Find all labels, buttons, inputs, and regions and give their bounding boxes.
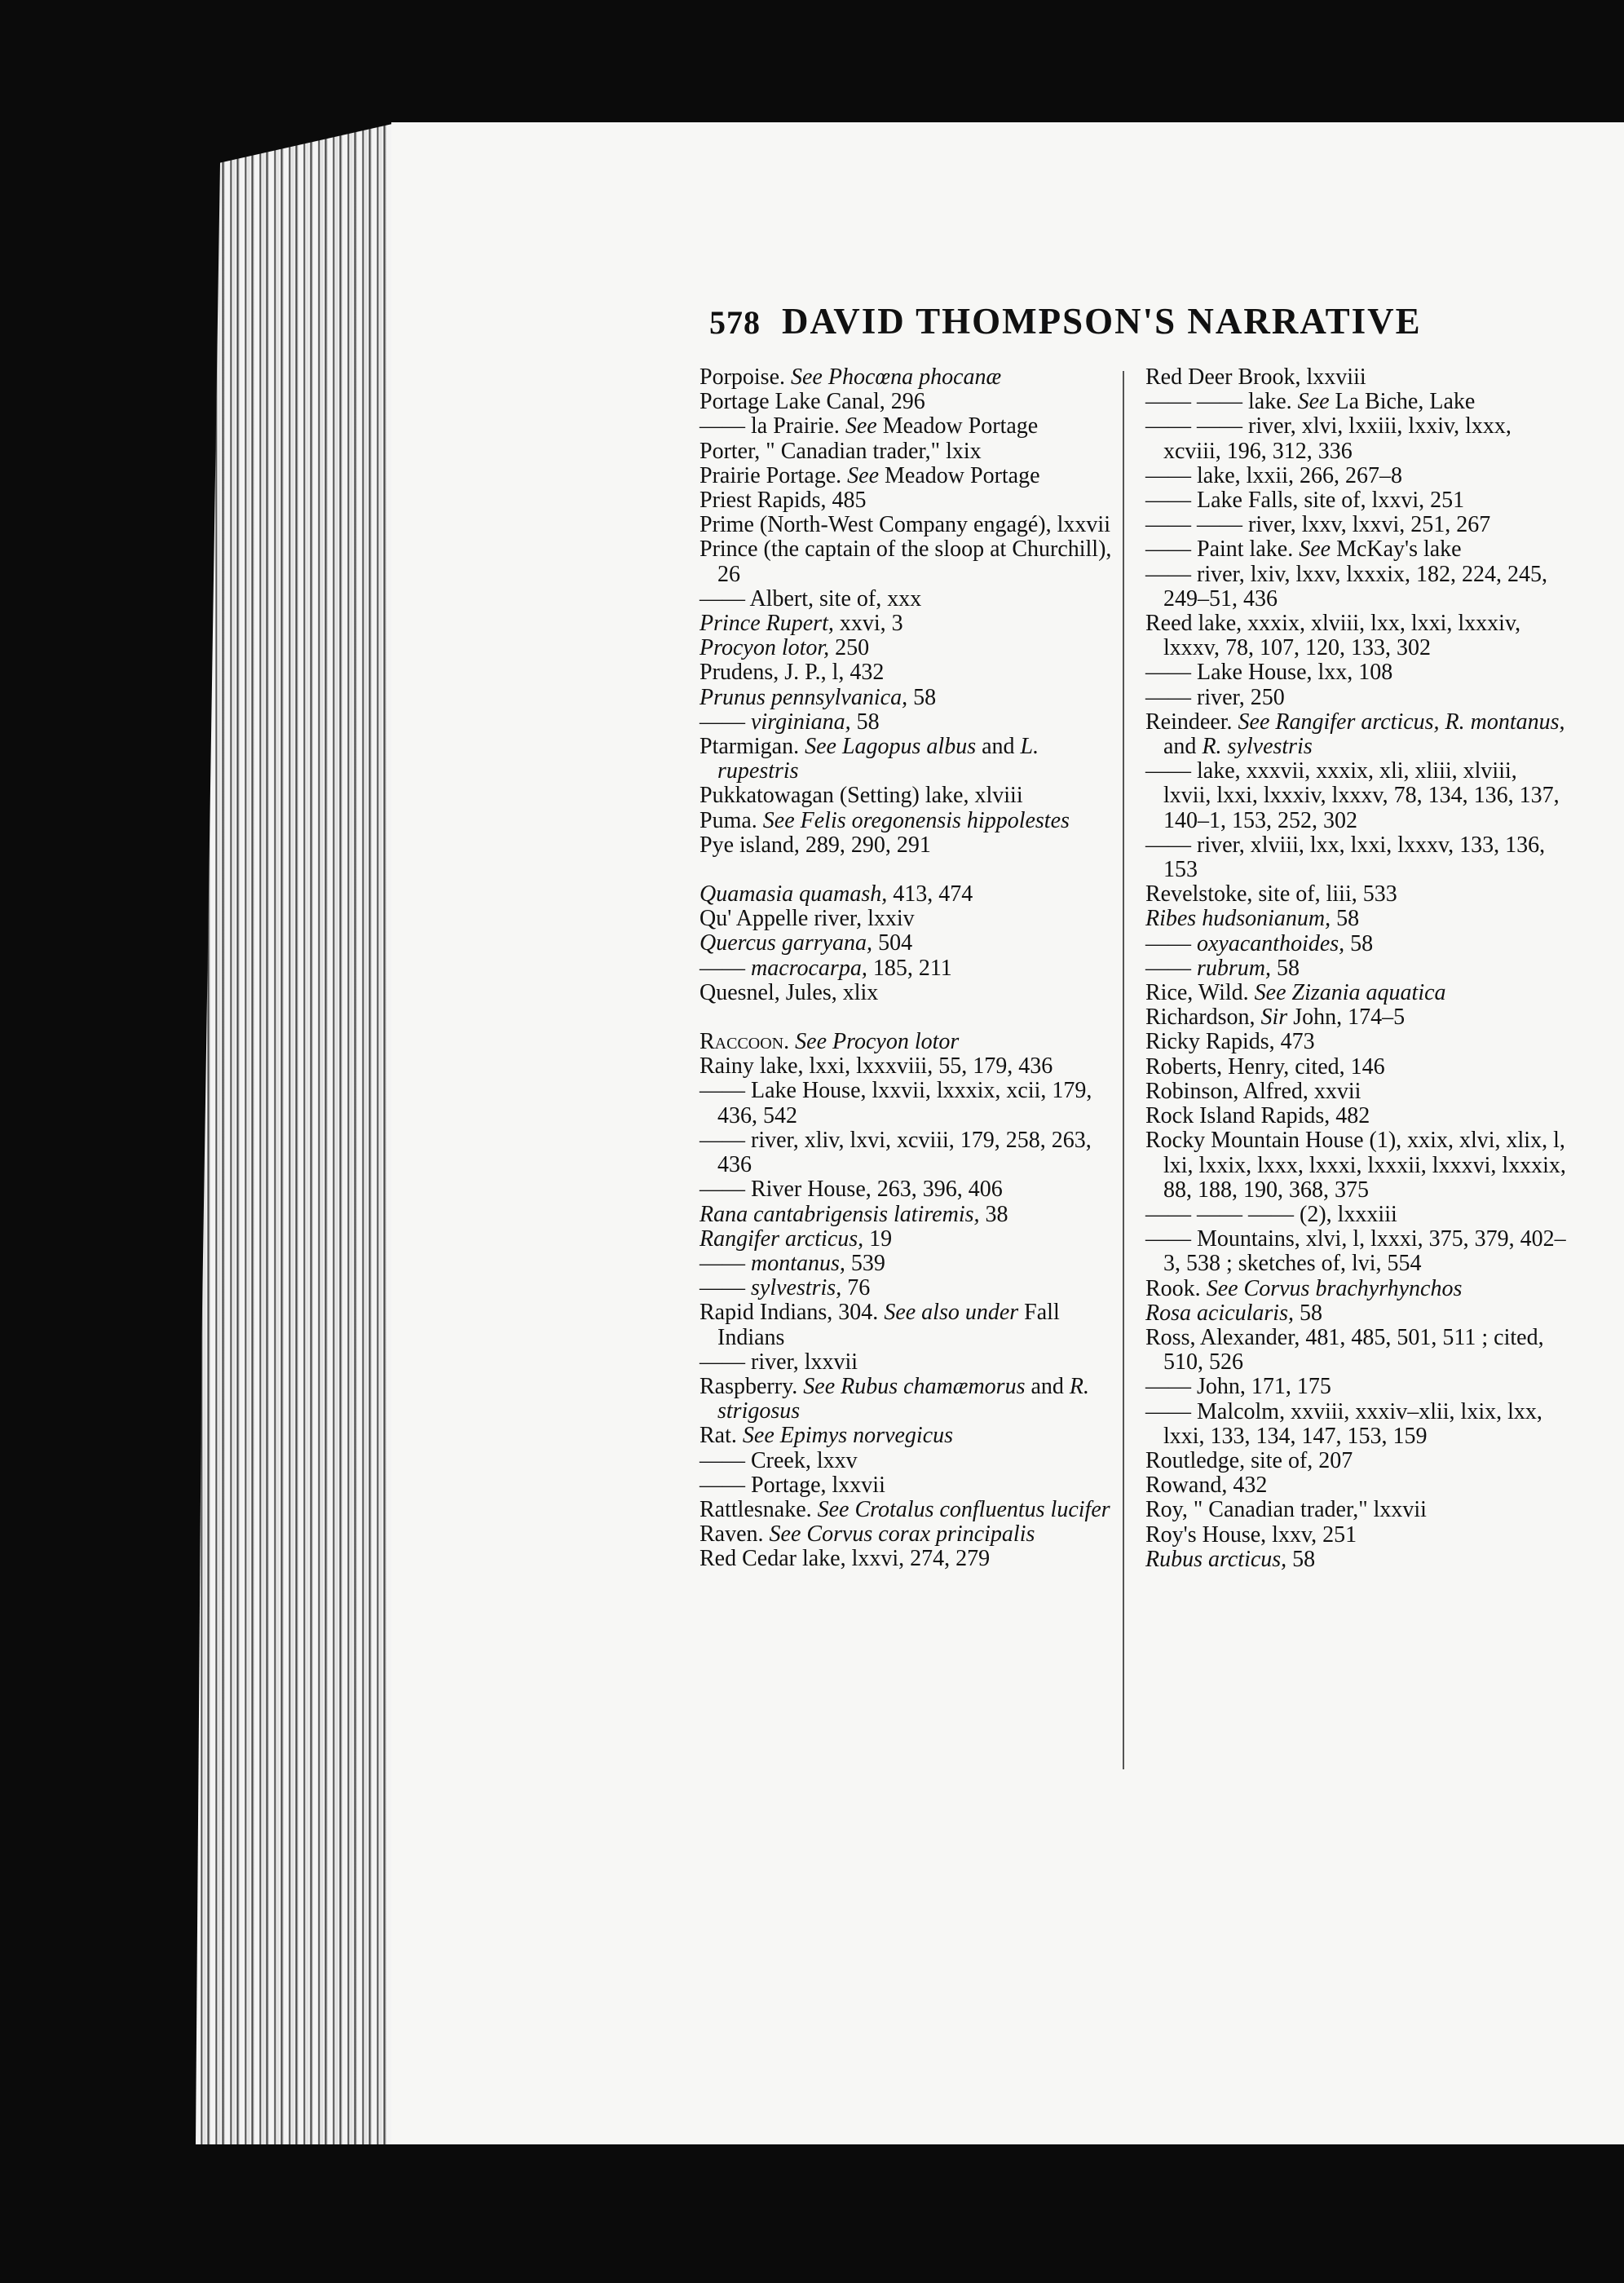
entry-text: Rattlesnake. <box>699 1496 818 1522</box>
entry-text: —— <box>699 1275 751 1301</box>
index-entry <box>1145 1449 1569 1473</box>
index-entry <box>1145 660 1569 685</box>
index-entry <box>699 1054 1123 1079</box>
entry-text: Revelstoke, site of, liii, 533 <box>1145 881 1397 907</box>
index-entry <box>699 1350 1123 1375</box>
index-entry <box>699 1252 1123 1276</box>
index-entry <box>699 1203 1123 1227</box>
entry-text: Sir <box>1260 1005 1288 1031</box>
index-entry <box>1145 686 1569 710</box>
entry-text: Meadow Portage <box>879 462 1040 488</box>
index-entry <box>1145 563 1569 612</box>
column-rule <box>1123 371 1124 1769</box>
entry-text: L. rupestris <box>717 734 1039 784</box>
entry-text: Reed lake, xxxix, xlviii, lxx, lxxi, lxxxiv, lxxxv, 78, 107, 120, 133, 302 <box>1145 611 1521 661</box>
entry-text: Prudens, J. P., l, 432 <box>699 660 885 686</box>
entry-text: Fall Indians <box>717 1300 1060 1350</box>
index-entry <box>699 1522 1123 1547</box>
index-entry <box>1145 1104 1569 1128</box>
entry-text: La Biche, Lake <box>1329 389 1476 415</box>
entry-text: Rock Island Rapids, 482 <box>1145 1103 1370 1129</box>
entry-text: macrocarpa, <box>751 955 867 981</box>
entry-text: See Crotalus confluentus lucifer <box>817 1496 1110 1522</box>
entry-text: John, 174–5 <box>1287 1005 1406 1031</box>
index-entry <box>699 833 1123 858</box>
entry-text: See Felis oregonensis hippolestes <box>762 807 1070 833</box>
entry-text: See Rubus chamæmorus <box>803 1373 1026 1399</box>
entry-text: —— John, 171, 175 <box>1145 1374 1331 1400</box>
index-entry <box>1145 1030 1569 1054</box>
entry-text: 250 <box>829 635 870 661</box>
entry-text: and <box>976 734 1021 760</box>
index-entry <box>1145 1128 1569 1203</box>
entry-text: Rubus arcticus, <box>1145 1546 1287 1572</box>
index-entry <box>699 464 1123 488</box>
entry-text: See Zizania aquatica <box>1254 980 1446 1006</box>
entry-text: See Epimys norvegicus <box>742 1423 954 1449</box>
index-entry <box>699 686 1123 710</box>
page-edge <box>196 122 399 2144</box>
entry-text: —— Portage, lxxvii <box>699 1472 885 1498</box>
entry-text: —— lake, lxxii, 266, 267–8 <box>1145 462 1402 488</box>
index-entry <box>1145 759 1569 833</box>
entry-text: Red Cedar lake, lxxvi, 274, 279 <box>699 1546 991 1572</box>
index-entry <box>699 439 1123 464</box>
index-entry <box>1145 1326 1569 1375</box>
entry-text: —— Malcolm, xxviii, xxxiv–xlii, lxix, lxx, lxxi, 133, 134, 147, 153, 159 <box>1145 1398 1542 1449</box>
entry-text: Rainy lake, lxxi, lxxxviii, 55, 179, 436 <box>699 1053 1053 1080</box>
index-entry <box>699 1177 1123 1202</box>
index-entry <box>1145 1080 1569 1104</box>
index-entry <box>1145 414 1569 463</box>
entry-text: Quesnel, Jules, xlix <box>699 979 879 1005</box>
entry-text: Meadow Portage <box>876 413 1039 439</box>
index-entry <box>1145 1055 1569 1080</box>
entry-text: —— Lake Falls, site of, lxxvi, 251 <box>1145 488 1465 514</box>
entry-text: Richardson, <box>1145 1005 1261 1031</box>
entry-text: See <box>845 413 877 439</box>
entry-text: 58 <box>907 684 937 710</box>
entry-text: oxyacanthoides, <box>1197 930 1345 956</box>
index-entry <box>699 1300 1123 1349</box>
entry-text: Roberts, Henry, cited, 146 <box>1145 1053 1385 1080</box>
index-entry <box>699 1547 1123 1571</box>
entry-text: —— river, 250 <box>1145 684 1285 710</box>
entry-text: Rangifer arcticus, <box>699 1225 864 1252</box>
index-entry <box>1145 1548 1569 1572</box>
entry-text: —— River House, 263, 396, 406 <box>699 1177 1003 1203</box>
index-entry <box>699 414 1123 439</box>
entry-text: Prince Rupert, <box>699 611 834 637</box>
entry-text: Procyon lotor, <box>699 635 830 661</box>
entry-text: See also under <box>884 1300 1019 1326</box>
entry-text: Rocky Mountain House (1), xxix, xlvi, xlix, l, lxi, lxxix, lxxx, lxxxi, lxxxii, lxxxvi, lxxxix, 88, 188, 190, 368, 375 <box>1145 1128 1566 1203</box>
entry-text: 58 <box>1294 1300 1322 1326</box>
index-gap <box>699 858 1123 882</box>
index-entry <box>1145 464 1569 488</box>
entry-text: Rosa acicularis, <box>1145 1300 1294 1326</box>
entry-text: Rat. <box>699 1423 743 1449</box>
index-entry <box>1145 882 1569 907</box>
index-entry <box>699 809 1123 833</box>
entry-text: Prairie Portage. <box>699 462 848 488</box>
index-entry <box>699 710 1123 735</box>
entry-text: —— <box>699 709 751 735</box>
entry-text: See Corvus brachyrhynchos <box>1206 1275 1463 1301</box>
entry-text: —— <box>1145 955 1197 981</box>
index-entry <box>699 882 1123 907</box>
entry-text: —— river, xlviii, lxx, lxxi, lxxxv, 133, 136, 153 <box>1145 832 1546 883</box>
entry-text: 38 <box>979 1201 1008 1227</box>
index-entry <box>699 1276 1123 1300</box>
entry-text: —— —— —— (2), lxxxiii <box>1145 1201 1397 1227</box>
entry-text: —— —— river, lxxv, lxxvi, 251, 267 <box>1145 512 1491 538</box>
entry-text: Ross, Alexander, 481, 485, 501, 511 ; cited, 510, 526 <box>1145 1324 1544 1376</box>
entry-text: Ptarmigan. <box>699 734 805 760</box>
index-entry <box>1145 1498 1569 1522</box>
index-entry <box>1145 981 1569 1005</box>
entry-text: See <box>847 462 880 488</box>
entry-text: See Procyon lotor <box>795 1029 960 1055</box>
entry-text: Prime (North-West Company engagé), lxxvii <box>699 512 1110 538</box>
entry-text: 76 <box>841 1275 871 1301</box>
index-entry <box>1145 1227 1569 1276</box>
entry-text: 504 <box>872 930 913 956</box>
index-entry <box>1145 1473 1569 1498</box>
entry-text: —— Paint lake. <box>1145 537 1300 563</box>
entry-text: Qu' Appelle river, lxxiv <box>699 906 915 932</box>
index-entry <box>699 612 1123 636</box>
entry-text: montanus, <box>751 1250 845 1276</box>
index-entry <box>699 1498 1123 1522</box>
index-entry <box>1145 488 1569 513</box>
index-entry <box>699 513 1123 537</box>
index-entry <box>699 1030 1123 1054</box>
entry-text: Robinson, Alfred, xxvii <box>1145 1078 1361 1104</box>
entry-text: 58 <box>1286 1546 1316 1572</box>
entry-text: —— —— river, xlvi, lxxiii, lxxiv, lxxx, xcviii, 196, 312, 336 <box>1145 413 1511 464</box>
index-entry <box>1145 907 1569 931</box>
index-entry <box>699 1449 1123 1473</box>
index-entry <box>1145 1203 1569 1227</box>
entry-text: —— lake, xxxvii, xxxix, xli, xliii, xlviii, lxvii, lxxi, lxxxiv, lxxxv, 78, 134, 136, 137, 140–1, 153, 252, 302 <box>1145 758 1560 833</box>
page-number: 578 <box>709 304 761 341</box>
index-entry <box>1145 932 1569 956</box>
index-entry <box>1145 1005 1569 1030</box>
index-entry <box>699 1227 1123 1252</box>
entry-text: —— <box>699 955 751 981</box>
index-entry <box>1145 956 1569 981</box>
entry-text: —— Lake House, lxx, 108 <box>1145 660 1393 686</box>
entry-text: R. strigosus <box>717 1373 1090 1424</box>
entry-text: McKay's lake <box>1331 537 1462 563</box>
entry-text: —— <box>1145 930 1197 956</box>
index-entry <box>699 1375 1123 1424</box>
entry-text: Prince (the captain of the sloop at Churchill), 26 <box>699 537 1112 587</box>
entry-text: Porter, " Canadian trader," lxix <box>699 438 982 464</box>
entry-text: See Phocœna phocanæ <box>791 364 1002 390</box>
entry-text: R. sylvestris <box>1202 734 1313 760</box>
index-entry <box>699 488 1123 513</box>
entry-text: See <box>1299 537 1331 563</box>
index-entry <box>699 1079 1123 1128</box>
entry-text: —— river, lxiv, lxxv, lxxxix, 182, 224, 245, 249–51, 436 <box>1145 561 1547 612</box>
entry-text: rubrum, <box>1197 955 1272 981</box>
entry-text: —— la Prairie. <box>699 413 845 439</box>
entry-text: 58 <box>1331 906 1360 932</box>
entry-text: Roy's House, lxxv, 251 <box>1145 1521 1357 1548</box>
entry-text: Raccoon. <box>699 1029 790 1055</box>
entry-text: Prunus pennsylvanica, <box>699 684 908 710</box>
entry-text: 413, 474 <box>887 881 973 907</box>
entry-text: Pukkatowagan (Setting) lake, xlviii <box>699 783 1023 809</box>
index-entry <box>1145 1375 1569 1399</box>
index-entry <box>699 365 1123 390</box>
index-entry <box>699 1424 1123 1448</box>
entry-text: sylvestris, <box>751 1275 842 1301</box>
entry-text: Reindeer. <box>1145 709 1238 735</box>
index-entry <box>1145 1523 1569 1548</box>
entry-text: Puma. <box>699 807 763 833</box>
entry-text: 58 <box>1271 955 1300 981</box>
index-entry <box>699 981 1123 1005</box>
index-entry <box>1145 1277 1569 1301</box>
entry-text: Raven. <box>699 1521 770 1548</box>
index-entry <box>699 537 1123 586</box>
index-entry <box>1145 833 1569 882</box>
index-column-left <box>699 365 1123 1572</box>
entry-text: See Rangifer arcticus, R. montanus, <box>1238 709 1565 735</box>
entry-text: Red Deer Brook, lxxviii <box>1145 364 1366 390</box>
entry-text: 58 <box>850 709 880 735</box>
index-entry <box>699 1128 1123 1177</box>
entry-text: Pye island, 289, 290, 291 <box>699 832 931 858</box>
entry-text: Rook. <box>1145 1275 1207 1301</box>
index-column-right <box>1145 365 1569 1572</box>
entry-text: —— Mountains, xlvi, l, lxxxi, 375, 379, 402–3, 538 ; sketches of, lvi, 554 <box>1145 1226 1566 1277</box>
index-entry <box>699 390 1123 414</box>
index-entry <box>699 1473 1123 1498</box>
index-entry <box>699 636 1123 660</box>
entry-text: Rana cantabrigensis latiremis, <box>699 1201 980 1227</box>
entry-text: See Lagopus albus <box>805 734 977 760</box>
index-gap <box>699 1005 1123 1030</box>
entry-text: —— river, lxxvii <box>699 1349 858 1375</box>
entry-text: Rice, Wild. <box>1145 980 1255 1006</box>
entry-text: Roy, " Canadian trader," lxxvii <box>1145 1497 1427 1523</box>
page-header <box>709 300 1525 342</box>
entry-text: Raspberry. <box>699 1373 804 1399</box>
entry-text: See Corvus corax principalis <box>769 1521 1035 1548</box>
entry-text: —— Lake House, lxxvii, lxxxix, xcii, 179, 436, 542 <box>699 1078 1092 1128</box>
entry-text: virginiana, <box>751 709 851 735</box>
entry-text: Quamasia quamash, <box>699 881 888 907</box>
index-entry <box>1145 1301 1569 1326</box>
entry-text: Routledge, site of, 207 <box>1145 1447 1353 1473</box>
entry-text: Rapid Indians, 304. <box>699 1300 885 1326</box>
entry-text: See <box>1297 389 1330 415</box>
index-entry <box>699 931 1123 956</box>
entry-text: —— river, xliv, lxvi, xcviii, 179, 258, 263, 436 <box>699 1127 1092 1178</box>
index-entry <box>1145 710 1569 759</box>
entry-text: Rowand, 432 <box>1145 1473 1268 1499</box>
index-entry <box>699 587 1123 612</box>
index-entry <box>1145 537 1569 562</box>
entry-text: Ricky Rapids, 473 <box>1145 1029 1315 1055</box>
entry-text: Portage Lake Canal, 296 <box>699 389 925 415</box>
index-entry <box>699 735 1123 784</box>
entry-text: xxvi, 3 <box>833 611 903 637</box>
index-entry <box>1145 612 1569 660</box>
entry-text: 185, 211 <box>867 955 952 981</box>
index-entry <box>699 956 1123 981</box>
entry-text: Porpoise. <box>699 364 791 390</box>
index-entry <box>699 660 1123 685</box>
entry-text: —— —— lake. <box>1145 389 1298 415</box>
index-entry <box>1145 513 1569 537</box>
running-title: DAVID THOMPSON'S NARRATIVE <box>782 301 1422 342</box>
entry-text: and <box>1025 1373 1070 1399</box>
entry-text: Priest Rapids, 485 <box>699 488 867 514</box>
entry-text: Ribes hudsonianum, <box>1145 906 1331 932</box>
index-entry <box>699 784 1123 808</box>
entry-text: —— <box>699 1250 751 1276</box>
index-entry <box>1145 390 1569 414</box>
entry-text: and <box>1163 734 1203 760</box>
entry-text: 539 <box>845 1250 885 1276</box>
entry-text: 58 <box>1344 930 1374 956</box>
entry-text: Quercus garryana, <box>699 930 873 956</box>
index-entry <box>1145 1400 1569 1449</box>
entry-text: —— Albert, site of, xxx <box>699 585 922 612</box>
entry-text: 19 <box>863 1225 893 1252</box>
index-entry <box>1145 365 1569 390</box>
entry-text: —— Creek, lxxv <box>699 1447 858 1473</box>
index-entry <box>699 907 1123 931</box>
